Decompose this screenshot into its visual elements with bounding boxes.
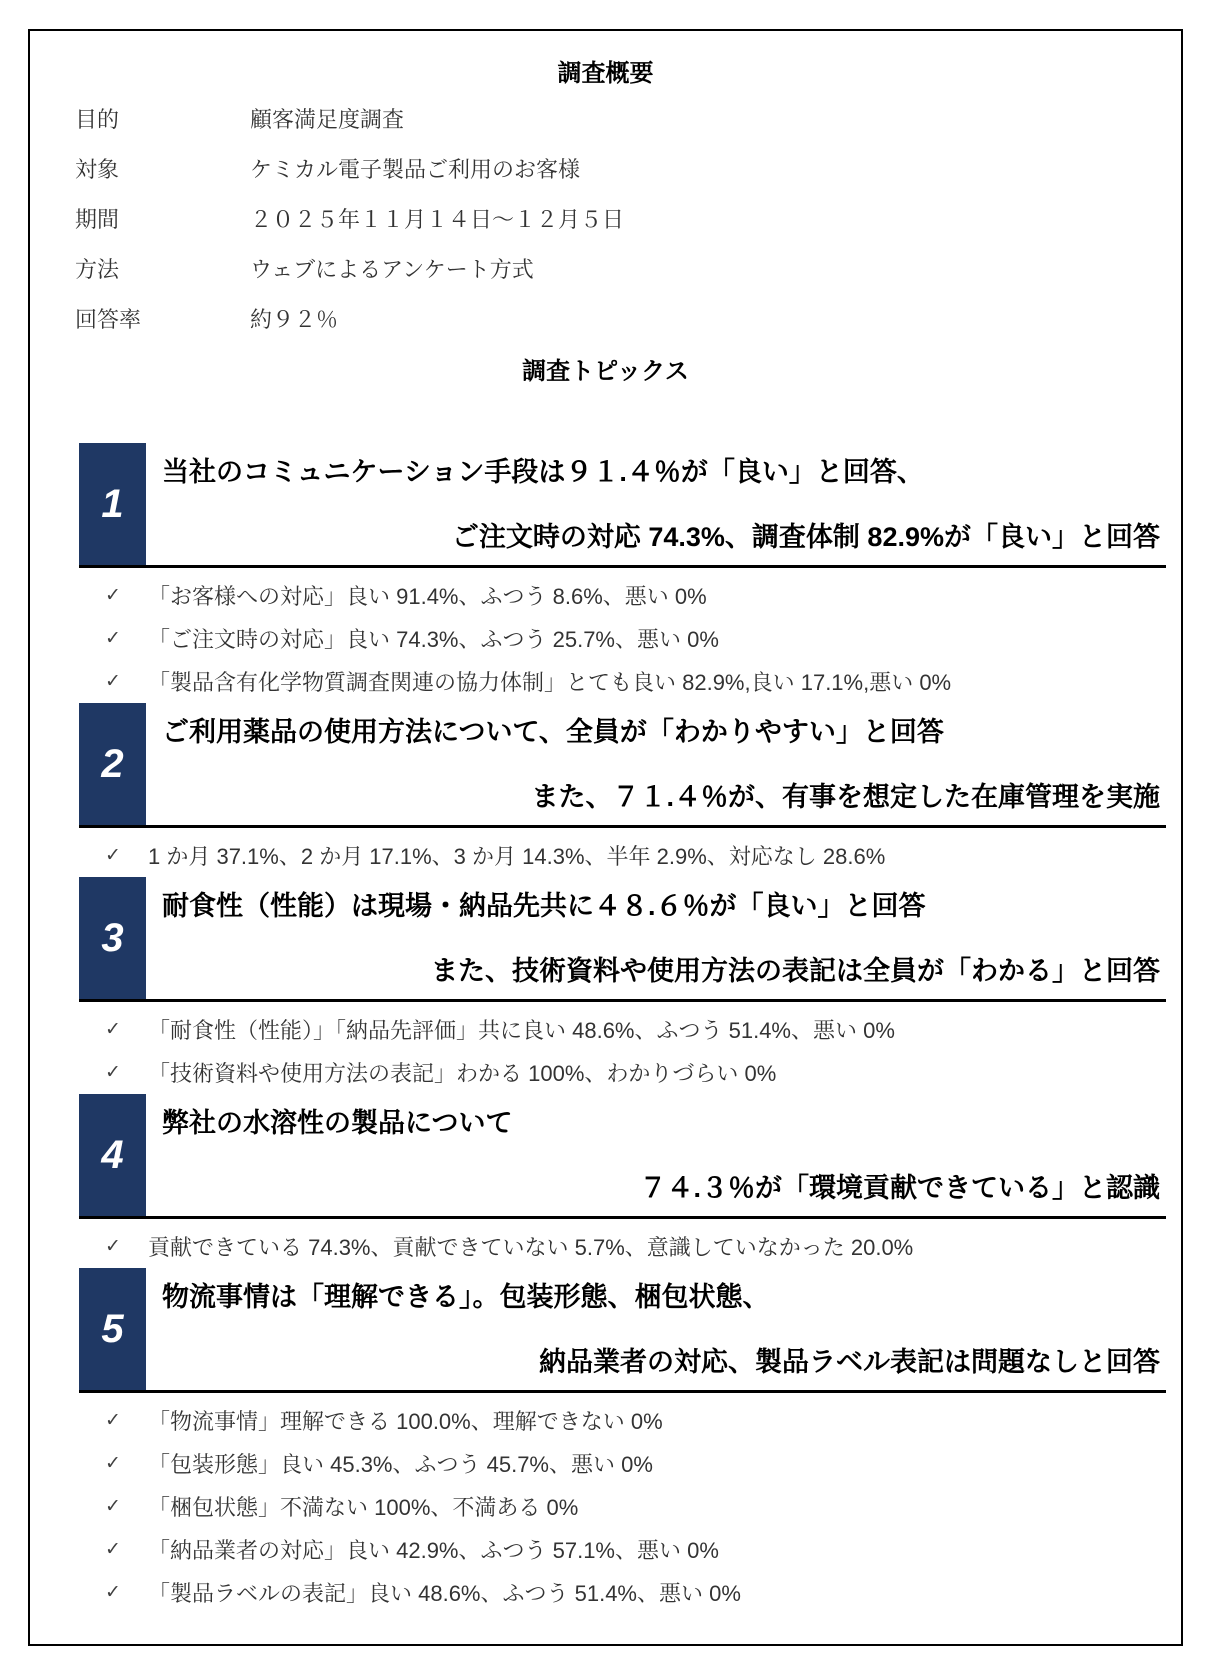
check-icon: ✓ (105, 1410, 121, 1431)
overview-label: 対象 (75, 157, 120, 182)
check-icon: ✓ (105, 1062, 121, 1083)
topic-headline-line1: 物流事情は「理解できる」。包装形態、梱包状態、 (162, 1282, 770, 1312)
list-item (79, 660, 1166, 703)
document-page (28, 29, 1183, 1646)
overview-title: 調査概要 (557, 60, 654, 87)
check-icon: ✓ (105, 1582, 121, 1603)
topic-headline-line2: 納品業者の対応、製品ラベル表記は問題なしと回答 (539, 1347, 1160, 1377)
bullet-text: 「納品業者の対応」良い 42.9%、ふつう 57.1%、悪い 0% (148, 1538, 719, 1563)
topic-headline-line2: ７４.３％が「環境貢献できている」と認識 (639, 1173, 1160, 1203)
bullet-text: 「製品ラベルの表記」良い 48.6%、ふつう 51.4%、悪い 0% (148, 1581, 741, 1606)
topic-block-3 (79, 877, 1166, 1002)
overview-row-period (30, 207, 1181, 233)
bullet-text: 1 か月 37.1%、2 か月 17.1%、3 か月 14.3%、半年 2.9%、対応なし 28.6% (148, 844, 886, 869)
topic-headline-line1: 弊社の水溶性の製品について (162, 1108, 513, 1138)
topic-number-badge: 1 (79, 443, 146, 565)
overview-row-target (30, 157, 1181, 183)
check-icon: ✓ (105, 1453, 121, 1474)
list-item (79, 1051, 1166, 1094)
check-icon: ✓ (105, 585, 121, 606)
topic-number-badge: 5 (79, 1268, 146, 1390)
list-item (79, 1399, 1166, 1442)
topic-headline-line2: また、７１.４％が、有事を想定した在庫管理を実施 (531, 782, 1160, 812)
topic-headlines (146, 1268, 1166, 1390)
bullet-text: 「お客様への対応」良い 91.4%、ふつう 8.6%、悪い 0% (148, 584, 707, 609)
list-item (79, 1225, 1166, 1268)
topic-headlines (146, 877, 1166, 999)
topic-number-badge: 2 (79, 703, 146, 825)
bullet-text: 「耐食性（性能）」「納品先評価」共に良い 48.6%、ふつう 51.4%、悪い 0% (148, 1018, 895, 1043)
bullet-text: 「梱包状態」不満ない 100%、不満ある 0% (148, 1495, 579, 1520)
overview-label: 期間 (75, 207, 120, 232)
overview-value: ウェブによるアンケート方式 (250, 257, 534, 282)
topic-headlines (146, 1094, 1166, 1216)
check-icon: ✓ (105, 671, 121, 692)
list-item (79, 1008, 1166, 1051)
overview-label: 回答率 (75, 307, 142, 332)
list-item (79, 834, 1166, 877)
check-icon: ✓ (105, 1236, 121, 1257)
check-icon: ✓ (105, 628, 121, 649)
list-item (79, 1485, 1166, 1528)
topic-headline-line1: ご利用薬品の使用方法について、全員が「わかりやすい」と回答 (162, 717, 944, 747)
overview-value: 顧客満足度調査 (250, 107, 405, 132)
topic-number-badge: 4 (79, 1094, 146, 1216)
list-item (79, 617, 1166, 660)
overview-row-response-rate (30, 307, 1181, 333)
check-icon: ✓ (105, 1496, 121, 1517)
topic-bullets-1 (79, 568, 1166, 703)
overview-value: ２０２５年１１月１４日～１２月５日 (250, 207, 625, 232)
topic-bullets-5 (79, 1393, 1166, 1614)
list-item (79, 1571, 1166, 1614)
list-item (79, 1442, 1166, 1485)
topics-title: 調査トピックス (522, 358, 689, 385)
overview-label: 方法 (75, 257, 120, 282)
bullet-text: 貢献できている 74.3%、貢献できていない 5.7%、意識していなかった 20.0% (148, 1235, 914, 1260)
overview-table (30, 107, 1181, 333)
bullet-text: 「製品含有化学物質調査関連の協力体制」とても良い 82.9%,良い 17.1%,悪い 0% (148, 670, 952, 695)
bullet-text: 「包装形態」良い 45.3%、ふつう 45.7%、悪い 0% (148, 1452, 653, 1477)
check-icon: ✓ (105, 1539, 121, 1560)
bullet-text: 「物流事情」理解できる 100.0%、理解できない 0% (148, 1409, 663, 1434)
check-icon: ✓ (105, 1019, 121, 1040)
topic-block-2 (79, 703, 1166, 828)
topic-block-4 (79, 1094, 1166, 1219)
topic-bullets-3 (79, 1002, 1166, 1094)
topic-number-badge: 3 (79, 877, 146, 999)
overview-value: 約９２％ (250, 307, 339, 332)
topic-headlines (146, 703, 1166, 825)
topic-block-1 (79, 443, 1166, 568)
overview-value: ケミカル電子製品ご利用のお客様 (250, 157, 581, 182)
overview-label: 目的 (75, 107, 120, 132)
topic-headline-line1: 当社のコミュニケーション手段は９１.４％が「良い」と回答、 (162, 457, 924, 487)
list-item (79, 1528, 1166, 1571)
topic-bullets-4 (79, 1219, 1166, 1268)
check-icon: ✓ (105, 845, 121, 866)
bullet-text: 「技術資料や使用方法の表記」わかる 100%、わかりづらい 0% (148, 1061, 777, 1086)
list-item (79, 574, 1166, 617)
topic-headlines (146, 443, 1166, 565)
topic-bullets-2 (79, 828, 1166, 877)
overview-row-method (30, 257, 1181, 283)
topic-headline-line2: ご注文時の対応 74.3%、調査体制 82.9%が「良い」と回答 (451, 522, 1160, 552)
bullet-text: 「ご注文時の対応」良い 74.3%、ふつう 25.7%、悪い 0% (148, 627, 719, 652)
topic-headline-line2: また、技術資料や使用方法の表記は全員が「わかる」と回答 (431, 956, 1160, 986)
overview-row-purpose (30, 107, 1181, 133)
topic-headline-line1: 耐食性（性能）は現場・納品先共に４８.６％が「良い」と回答 (162, 891, 926, 921)
topic-block-5 (79, 1268, 1166, 1393)
